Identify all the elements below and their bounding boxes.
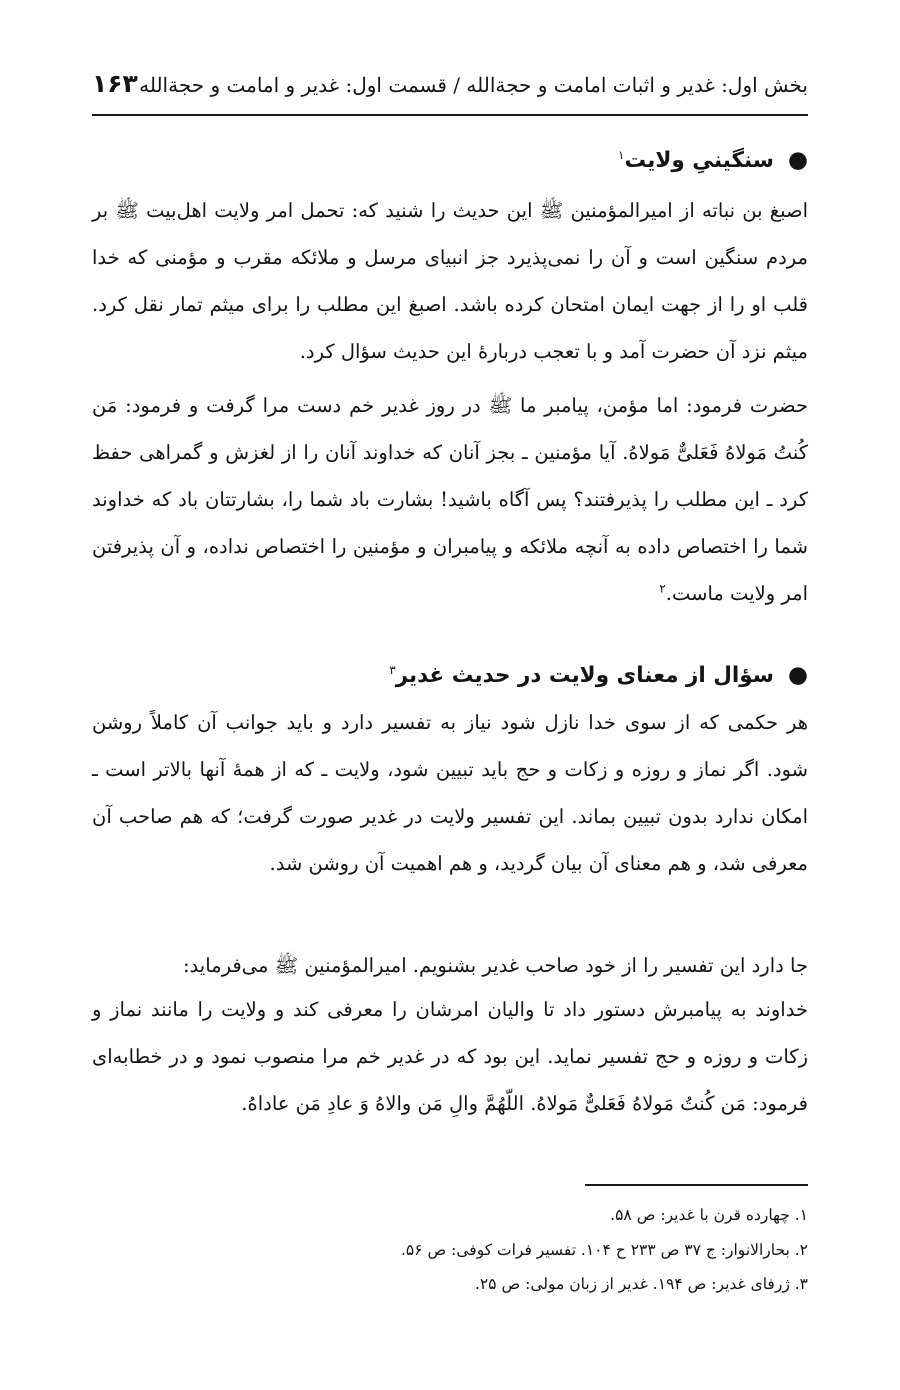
section-title: سنگینیِ ولایت: [624, 148, 774, 173]
footnote: ۲. بحارالانوار: ج ۳۷ ص ۲۳۳ ح ۱۰۴. تفسیر فرات کوفی: ص ۵۶.: [400, 1240, 808, 1259]
footnote: ۱. چهارده قرن با غدیر: ص ۵۸.: [610, 1206, 808, 1224]
running-head: [92, 68, 808, 116]
footnote-ref: ۲: [659, 581, 666, 596]
paragraph: اصبغ بن نباته از امیرالمؤمنین ﷺ این حدیث را شنید که: تحمل امر ولایت اهل‌بیت ﷺ بر مردم سنگین است و آن را نمی‌پذیرد جز انبیای مرسل و ملائکه مقرب و مؤمنی که خدا قلب او را از جهت ایمان امتحان کرده باشد. اصبغ این مطلب را برای میثم تمار نقل کرد. میثم نزد آن حضرت آمد و با تعجب دربارهٔ این حدیث سؤال کرد.: [92, 199, 808, 363]
section-title: سؤال از معنای ولایت در حدیث غدیر: [395, 663, 774, 688]
footnote-ref: ۳: [389, 662, 396, 677]
paragraph: [92, 382, 808, 617]
bullet-icon: ●: [787, 662, 808, 688]
footnote-rule: [585, 1184, 808, 1186]
footnote-ref: ۱: [618, 147, 625, 162]
section-heading-heaviness-of-wilayah: [92, 140, 808, 181]
footnote: ۳. ژرفای غدیر: ص ۱۹۴. غدیر از زبان مولی: ص ۲۵.: [474, 1275, 808, 1293]
section-heading-meaning-of-wilayah: [92, 655, 808, 696]
bullet-icon: ●: [787, 147, 808, 173]
footnotes: [92, 1198, 808, 1302]
paragraph: جا دارد این تفسیر را از خود صاحب غدیر بشنویم. امیرالمؤمنین ﷺ می‌فرماید:: [182, 954, 808, 977]
paragraph-text: حضرت فرمود: اما مؤمن، پیامبر ما ﷺ در روز غدیر خم دست مرا گرفت و فرمود: مَن کُنتُ مَولاهُ فَعَلیٌّ مَولاهُ. آیا مؤمنین ـ بجز آنان که خداوند آنان را از لغزش و گمراهی حفظ کرد ـ این مطلب را پذیرفتند؟ پس آگاه باشید! بشارت باد شما را، بشارتتان باد که خداوند شما را اختصاص داده به آنچه ملائکه و پیامبران و مؤمنین را اختصاص نداده، و آن پذیرفتن امر ولایت ماست.: [92, 394, 808, 605]
running-title: بخش اول: غدیر و اثبات امامت و حجةالله / قسمت اول: غدیر و امامت و حجةالله: [139, 73, 808, 97]
page-number: ۱۶۳: [92, 69, 138, 98]
paragraph: خداوند به پیامبرش دستور داد تا والیان امرشان را معرفی کند و ولایت را مانند نماز و زکات و روزه و حج تفسیر نماید. این بود که در غدیر خم مرا منصوب نمود و در خطابه‌ای فرمود: مَن کُنتُ مَولاهُ فَعَلیٌّ مَولاهُ. اللّهُمَّ والِ مَن والاهُ وَ عادِ مَن عاداهُ.: [92, 998, 808, 1115]
paragraph: هر حکمی که از سوی خدا نازل شود نیاز به تفسیر دارد و باید جوانب آن کاملاً روشن شود. اگر نماز و روزه و زکات و حج باید تبیین شود، ولایت ـ که از همهٔ آنها بالاتر است ـ امکان ندارد بدون تبیین بماند. این تفسیر ولایت در غدیر صورت گرفت؛ که هم صاحب آن معرفی شد، و هم معنای آن بیان گردید، و هم اهمیت آن روشن شد.: [92, 711, 808, 875]
